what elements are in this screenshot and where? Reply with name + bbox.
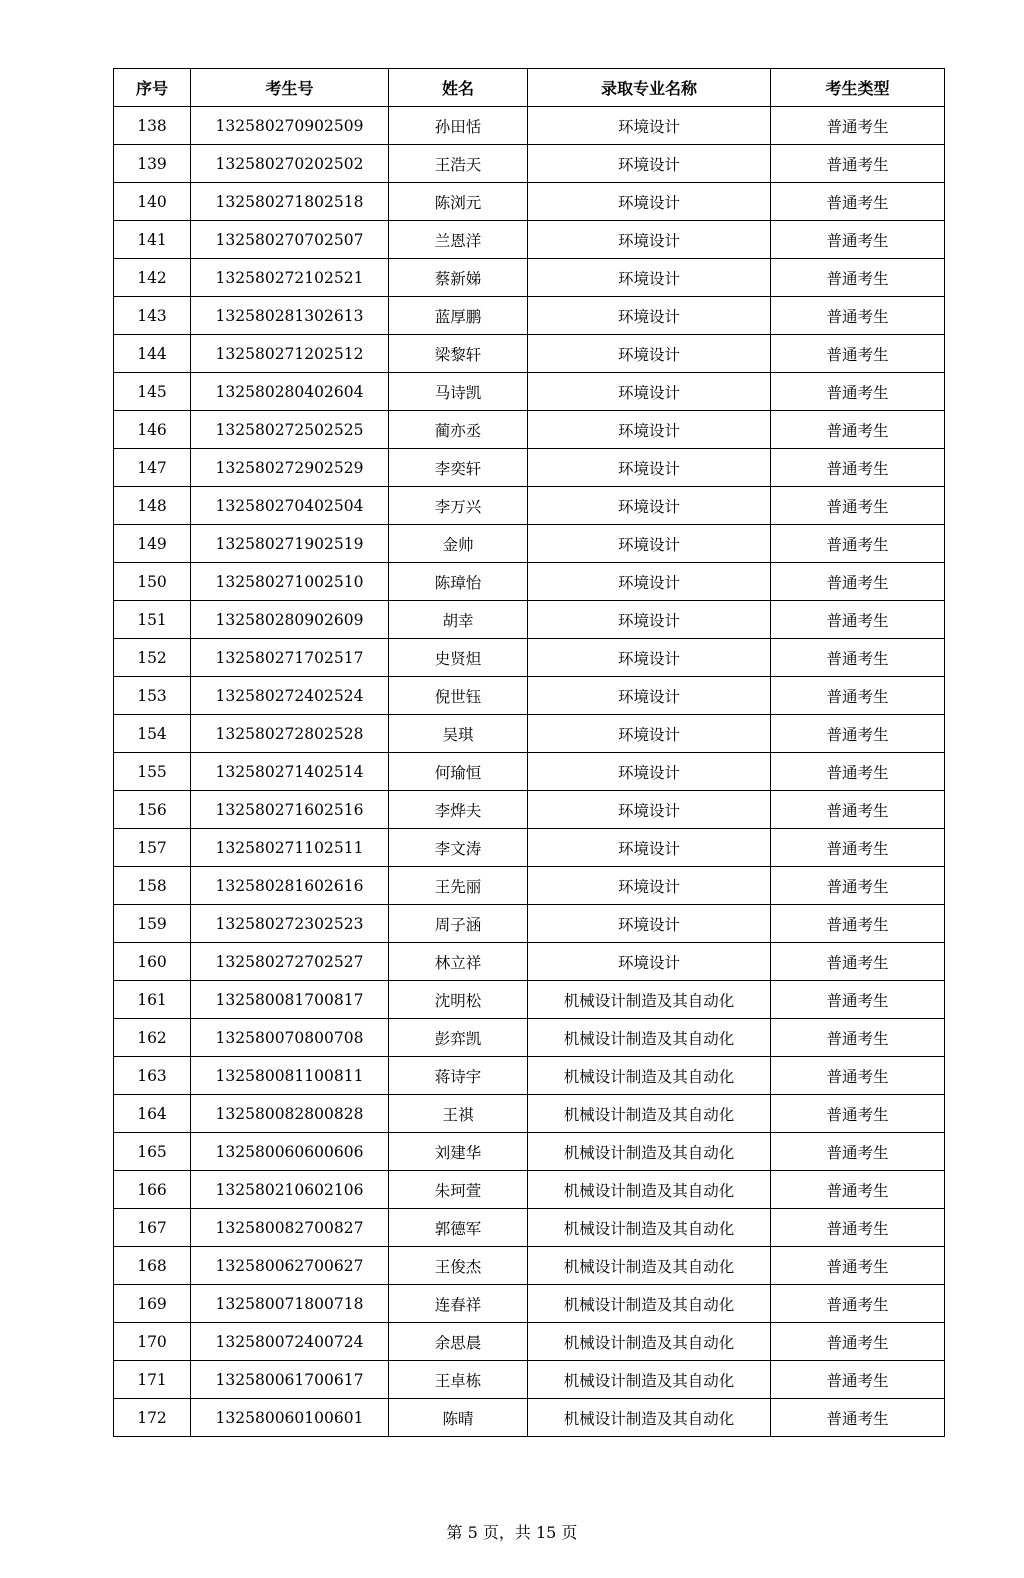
table-row xyxy=(114,411,945,449)
cell-candidate-type: 普通考生 xyxy=(771,1361,945,1399)
table-row xyxy=(114,753,945,791)
cell-candidate-type: 普通考生 xyxy=(771,1019,945,1057)
cell-admitted-major: 机械设计制造及其自动化 xyxy=(528,981,771,1019)
cell-name: 李万兴 xyxy=(389,487,528,525)
cell-candidate-number: 132580271802518 xyxy=(191,183,389,221)
cell-name: 李文涛 xyxy=(389,829,528,867)
table-row xyxy=(114,487,945,525)
table-row xyxy=(114,449,945,487)
cell-serial-number: 157 xyxy=(114,829,191,867)
table-row xyxy=(114,1057,945,1095)
cell-candidate-type: 普通考生 xyxy=(771,449,945,487)
cell-name: 吴琪 xyxy=(389,715,528,753)
cell-admitted-major: 环境设计 xyxy=(528,221,771,259)
cell-name: 刘建华 xyxy=(389,1133,528,1171)
cell-admitted-major: 机械设计制造及其自动化 xyxy=(528,1399,771,1437)
page-number: 第 5 页，共 15 页 xyxy=(446,1523,578,1542)
table-row xyxy=(114,715,945,753)
cell-candidate-number: 132580082800828 xyxy=(191,1095,389,1133)
cell-candidate-number: 132580272702527 xyxy=(191,943,389,981)
header-candidate-number: 考生号 xyxy=(191,69,389,107)
cell-name: 周子涵 xyxy=(389,905,528,943)
cell-serial-number: 140 xyxy=(114,183,191,221)
cell-candidate-type: 普通考生 xyxy=(771,1247,945,1285)
cell-candidate-type: 普通考生 xyxy=(771,411,945,449)
cell-serial-number: 145 xyxy=(114,373,191,411)
cell-serial-number: 160 xyxy=(114,943,191,981)
cell-serial-number: 167 xyxy=(114,1209,191,1247)
cell-candidate-number: 132580271202512 xyxy=(191,335,389,373)
table-row xyxy=(114,525,945,563)
cell-admitted-major: 机械设计制造及其自动化 xyxy=(528,1323,771,1361)
cell-candidate-number: 132580071800718 xyxy=(191,1285,389,1323)
table-row xyxy=(114,1095,945,1133)
cell-serial-number: 159 xyxy=(114,905,191,943)
table-row xyxy=(114,1399,945,1437)
header-row xyxy=(114,69,945,107)
table-row xyxy=(114,1361,945,1399)
table-row xyxy=(114,1133,945,1171)
cell-admitted-major: 环境设计 xyxy=(528,297,771,335)
cell-serial-number: 153 xyxy=(114,677,191,715)
cell-candidate-type: 普通考生 xyxy=(771,373,945,411)
cell-candidate-number: 132580281302613 xyxy=(191,297,389,335)
cell-candidate-number: 132580271602516 xyxy=(191,791,389,829)
cell-admitted-major: 机械设计制造及其自动化 xyxy=(528,1133,771,1171)
cell-candidate-number: 132580281602616 xyxy=(191,867,389,905)
cell-candidate-number: 132580060600606 xyxy=(191,1133,389,1171)
cell-admitted-major: 环境设计 xyxy=(528,829,771,867)
cell-name: 陈璋怡 xyxy=(389,563,528,601)
cell-candidate-type: 普通考生 xyxy=(771,1323,945,1361)
cell-candidate-type: 普通考生 xyxy=(771,107,945,145)
cell-candidate-type: 普通考生 xyxy=(771,905,945,943)
table-row xyxy=(114,1019,945,1057)
cell-name: 李烨夫 xyxy=(389,791,528,829)
table-row xyxy=(114,905,945,943)
header-admitted-major: 录取专业名称 xyxy=(528,69,771,107)
table-header xyxy=(114,69,945,107)
cell-serial-number: 143 xyxy=(114,297,191,335)
cell-admitted-major: 环境设计 xyxy=(528,183,771,221)
cell-admitted-major: 环境设计 xyxy=(528,487,771,525)
cell-admitted-major: 环境设计 xyxy=(528,563,771,601)
table-row xyxy=(114,981,945,1019)
table-row xyxy=(114,107,945,145)
cell-admitted-major: 机械设计制造及其自动化 xyxy=(528,1361,771,1399)
cell-candidate-type: 普通考生 xyxy=(771,183,945,221)
cell-serial-number: 172 xyxy=(114,1399,191,1437)
table-row xyxy=(114,829,945,867)
table-row xyxy=(114,1209,945,1247)
cell-candidate-number: 132580060100601 xyxy=(191,1399,389,1437)
cell-serial-number: 154 xyxy=(114,715,191,753)
cell-candidate-type: 普通考生 xyxy=(771,297,945,335)
cell-serial-number: 142 xyxy=(114,259,191,297)
table-row xyxy=(114,639,945,677)
cell-candidate-number: 132580272402524 xyxy=(191,677,389,715)
cell-admitted-major: 环境设计 xyxy=(528,525,771,563)
table-row xyxy=(114,259,945,297)
cell-serial-number: 148 xyxy=(114,487,191,525)
cell-admitted-major: 环境设计 xyxy=(528,259,771,297)
cell-serial-number: 151 xyxy=(114,601,191,639)
cell-candidate-type: 普通考生 xyxy=(771,981,945,1019)
cell-candidate-type: 普通考生 xyxy=(771,601,945,639)
cell-name: 何瑜恒 xyxy=(389,753,528,791)
cell-admitted-major: 环境设计 xyxy=(528,867,771,905)
cell-admitted-major: 环境设计 xyxy=(528,753,771,791)
cell-name: 王先丽 xyxy=(389,867,528,905)
cell-name: 沈明松 xyxy=(389,981,528,1019)
cell-candidate-number: 132580271102511 xyxy=(191,829,389,867)
cell-name: 李奕轩 xyxy=(389,449,528,487)
cell-name: 史贤炟 xyxy=(389,639,528,677)
table-row xyxy=(114,373,945,411)
table-row xyxy=(114,677,945,715)
cell-name: 连春祥 xyxy=(389,1285,528,1323)
cell-candidate-number: 132580270902509 xyxy=(191,107,389,145)
table-row xyxy=(114,563,945,601)
cell-candidate-number: 132580272902529 xyxy=(191,449,389,487)
cell-candidate-number: 132580082700827 xyxy=(191,1209,389,1247)
cell-candidate-number: 132580272302523 xyxy=(191,905,389,943)
cell-serial-number: 144 xyxy=(114,335,191,373)
cell-candidate-type: 普通考生 xyxy=(771,487,945,525)
table-row xyxy=(114,1171,945,1209)
table-row xyxy=(114,1247,945,1285)
table-row xyxy=(114,943,945,981)
cell-name: 蓝厚鹏 xyxy=(389,297,528,335)
cell-serial-number: 169 xyxy=(114,1285,191,1323)
cell-name: 王祺 xyxy=(389,1095,528,1133)
cell-candidate-type: 普通考生 xyxy=(771,221,945,259)
cell-candidate-number: 132580271402514 xyxy=(191,753,389,791)
cell-candidate-number: 132580272802528 xyxy=(191,715,389,753)
table-row xyxy=(114,601,945,639)
cell-admitted-major: 环境设计 xyxy=(528,601,771,639)
cell-candidate-type: 普通考生 xyxy=(771,1133,945,1171)
cell-candidate-type: 普通考生 xyxy=(771,259,945,297)
cell-serial-number: 152 xyxy=(114,639,191,677)
cell-candidate-type: 普通考生 xyxy=(771,563,945,601)
cell-candidate-number: 132580272102521 xyxy=(191,259,389,297)
cell-candidate-type: 普通考生 xyxy=(771,1209,945,1247)
cell-serial-number: 139 xyxy=(114,145,191,183)
cell-candidate-number: 132580081700817 xyxy=(191,981,389,1019)
cell-name: 陈晴 xyxy=(389,1399,528,1437)
cell-admitted-major: 环境设计 xyxy=(528,677,771,715)
table-row xyxy=(114,335,945,373)
cell-candidate-type: 普通考生 xyxy=(771,1095,945,1133)
cell-admitted-major: 机械设计制造及其自动化 xyxy=(528,1247,771,1285)
cell-admitted-major: 环境设计 xyxy=(528,715,771,753)
cell-name: 金帅 xyxy=(389,525,528,563)
cell-candidate-type: 普通考生 xyxy=(771,1171,945,1209)
cell-candidate-type: 普通考生 xyxy=(771,791,945,829)
cell-admitted-major: 机械设计制造及其自动化 xyxy=(528,1057,771,1095)
cell-candidate-number: 132580270202502 xyxy=(191,145,389,183)
cell-candidate-number: 132580270702507 xyxy=(191,221,389,259)
cell-candidate-type: 普通考生 xyxy=(771,715,945,753)
cell-candidate-number: 132580271702517 xyxy=(191,639,389,677)
cell-candidate-number: 132580061700617 xyxy=(191,1361,389,1399)
cell-serial-number: 166 xyxy=(114,1171,191,1209)
cell-serial-number: 164 xyxy=(114,1095,191,1133)
cell-candidate-type: 普通考生 xyxy=(771,1057,945,1095)
cell-admitted-major: 机械设计制造及其自动化 xyxy=(528,1095,771,1133)
cell-serial-number: 158 xyxy=(114,867,191,905)
cell-name: 王卓栋 xyxy=(389,1361,528,1399)
cell-name: 梁黎轩 xyxy=(389,335,528,373)
cell-candidate-type: 普通考生 xyxy=(771,525,945,563)
cell-serial-number: 149 xyxy=(114,525,191,563)
cell-candidate-type: 普通考生 xyxy=(771,639,945,677)
cell-candidate-number: 132580062700627 xyxy=(191,1247,389,1285)
table-row xyxy=(114,297,945,335)
table-row xyxy=(114,1323,945,1361)
cell-name: 郭德军 xyxy=(389,1209,528,1247)
cell-serial-number: 155 xyxy=(114,753,191,791)
header-name: 姓名 xyxy=(389,69,528,107)
cell-serial-number: 171 xyxy=(114,1361,191,1399)
cell-candidate-type: 普通考生 xyxy=(771,335,945,373)
cell-admitted-major: 机械设计制造及其自动化 xyxy=(528,1209,771,1247)
table-row xyxy=(114,1285,945,1323)
cell-candidate-number: 132580210602106 xyxy=(191,1171,389,1209)
table-body xyxy=(114,107,945,1437)
cell-candidate-type: 普通考生 xyxy=(771,677,945,715)
cell-candidate-number: 132580072400724 xyxy=(191,1323,389,1361)
cell-candidate-number: 132580272502525 xyxy=(191,411,389,449)
cell-name: 胡幸 xyxy=(389,601,528,639)
cell-admitted-major: 环境设计 xyxy=(528,905,771,943)
table-row xyxy=(114,145,945,183)
cell-candidate-type: 普通考生 xyxy=(771,1399,945,1437)
cell-admitted-major: 环境设计 xyxy=(528,335,771,373)
cell-name: 林立祥 xyxy=(389,943,528,981)
cell-name: 彭弈凯 xyxy=(389,1019,528,1057)
cell-serial-number: 168 xyxy=(114,1247,191,1285)
cell-admitted-major: 机械设计制造及其自动化 xyxy=(528,1171,771,1209)
cell-serial-number: 170 xyxy=(114,1323,191,1361)
cell-name: 马诗凯 xyxy=(389,373,528,411)
cell-admitted-major: 环境设计 xyxy=(528,145,771,183)
cell-serial-number: 146 xyxy=(114,411,191,449)
cell-candidate-number: 132580271902519 xyxy=(191,525,389,563)
cell-admitted-major: 环境设计 xyxy=(528,639,771,677)
cell-candidate-type: 普通考生 xyxy=(771,145,945,183)
cell-serial-number: 156 xyxy=(114,791,191,829)
cell-serial-number: 165 xyxy=(114,1133,191,1171)
table-row xyxy=(114,221,945,259)
cell-name: 王俊杰 xyxy=(389,1247,528,1285)
table-row xyxy=(114,791,945,829)
cell-admitted-major: 环境设计 xyxy=(528,791,771,829)
cell-candidate-number: 132580271002510 xyxy=(191,563,389,601)
header-candidate-type: 考生类型 xyxy=(771,69,945,107)
cell-name: 余思晨 xyxy=(389,1323,528,1361)
cell-candidate-number: 132580280402604 xyxy=(191,373,389,411)
cell-candidate-number: 132580070800708 xyxy=(191,1019,389,1057)
cell-name: 孙田恬 xyxy=(389,107,528,145)
cell-name: 蒋诗宇 xyxy=(389,1057,528,1095)
cell-candidate-type: 普通考生 xyxy=(771,1285,945,1323)
cell-name: 蔡新娣 xyxy=(389,259,528,297)
cell-admitted-major: 机械设计制造及其自动化 xyxy=(528,1285,771,1323)
cell-name: 王浩天 xyxy=(389,145,528,183)
cell-admitted-major: 环境设计 xyxy=(528,107,771,145)
cell-serial-number: 162 xyxy=(114,1019,191,1057)
cell-admitted-major: 环境设计 xyxy=(528,449,771,487)
cell-serial-number: 163 xyxy=(114,1057,191,1095)
cell-serial-number: 150 xyxy=(114,563,191,601)
cell-candidate-type: 普通考生 xyxy=(771,867,945,905)
cell-name: 陈浏元 xyxy=(389,183,528,221)
table-row xyxy=(114,183,945,221)
cell-serial-number: 138 xyxy=(114,107,191,145)
cell-candidate-number: 132580280902609 xyxy=(191,601,389,639)
admission-table xyxy=(113,68,945,1437)
header-serial-number: 序号 xyxy=(114,69,191,107)
cell-admitted-major: 环境设计 xyxy=(528,373,771,411)
cell-candidate-number: 132580081100811 xyxy=(191,1057,389,1095)
cell-candidate-type: 普通考生 xyxy=(771,943,945,981)
cell-name: 蔺亦丞 xyxy=(389,411,528,449)
cell-name: 朱珂萱 xyxy=(389,1171,528,1209)
cell-serial-number: 141 xyxy=(114,221,191,259)
cell-serial-number: 147 xyxy=(114,449,191,487)
cell-candidate-number: 132580270402504 xyxy=(191,487,389,525)
cell-serial-number: 161 xyxy=(114,981,191,1019)
cell-admitted-major: 环境设计 xyxy=(528,943,771,981)
cell-candidate-type: 普通考生 xyxy=(771,753,945,791)
cell-name: 兰恩洋 xyxy=(389,221,528,259)
cell-name: 倪世钰 xyxy=(389,677,528,715)
cell-admitted-major: 机械设计制造及其自动化 xyxy=(528,1019,771,1057)
cell-candidate-type: 普通考生 xyxy=(771,829,945,867)
table-row xyxy=(114,867,945,905)
cell-admitted-major: 环境设计 xyxy=(528,411,771,449)
